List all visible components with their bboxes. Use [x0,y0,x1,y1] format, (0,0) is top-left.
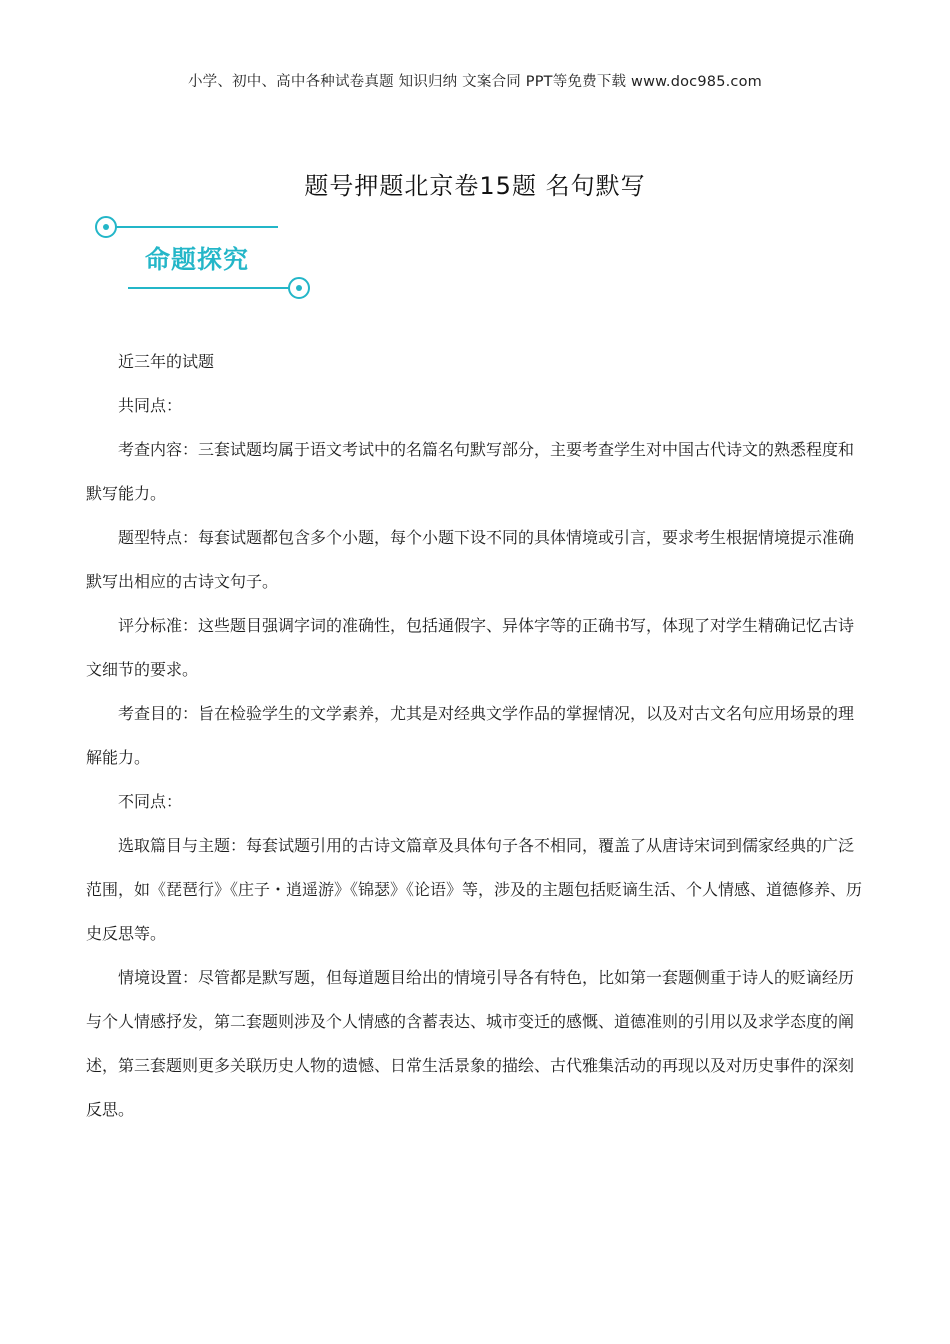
paragraph: 共同点： [118,396,183,415]
page-header: 小学、初中、高中各种试卷真题 知识归纳 文案合同 PPT等免费下载 www.doc985.com [187,74,763,90]
paragraph: 不同点： [118,792,183,811]
paragraph: 情境设置：尽管都是默写题，但每道题目给出的情境引导各有特色，比如第一套题侧重于诗人的贬谪经历与个人情感抒发，第二套题则涉及个人情感的含蓄表达、城市变迁的感慨、道德准则的引用以及求学态度的阐述，第三套题则更多关联历史人物的遗憾、日常生活景象的描绘、古代雅集活动的再现以及对历史事件的深刻反思。 [86,968,855,1119]
document-title: 题号押题北京卷15题 名句默写 [304,172,646,200]
paragraph: 题型特点：每套试题都包含多个小题，每个小题下设不同的具体情境或引言，要求考生根据情境提示准确默写出相应的古诗文句子。 [86,528,855,591]
paragraph: 考查目的：旨在检验学生的文学素养，尤其是对经典文学作品的掌握情况，以及对古文名句应用场景的理解能力。 [86,704,855,767]
paragraph: 评分标准：这些题目强调字词的准确性，包括通假字、异体字等的正确书写，体现了对学生精确记忆古诗文细节的要求。 [86,616,855,679]
paragraph: 选取篇目与主题：每套试题引用的古诗文篇章及具体句子各不相同，覆盖了从唐诗宋词到儒家经典的广泛范围，如《琵琶行》《庄子・逍遥游》《锦瑟》《论语》等，涉及的主题包括贬谪生活、个人情感、道德修养、历史反思等。 [86,836,863,943]
paragraph: 近三年的试题 [118,352,215,371]
section-banner [90,210,320,305]
banner-label: 命题探究 [145,245,250,274]
paragraph: 考查内容：三套试题均属于语文考试中的名篇名句默写部分，主要考查学生对中国古代诗文的熟悉程度和默写能力。 [86,440,855,503]
document-body [86,340,866,1132]
